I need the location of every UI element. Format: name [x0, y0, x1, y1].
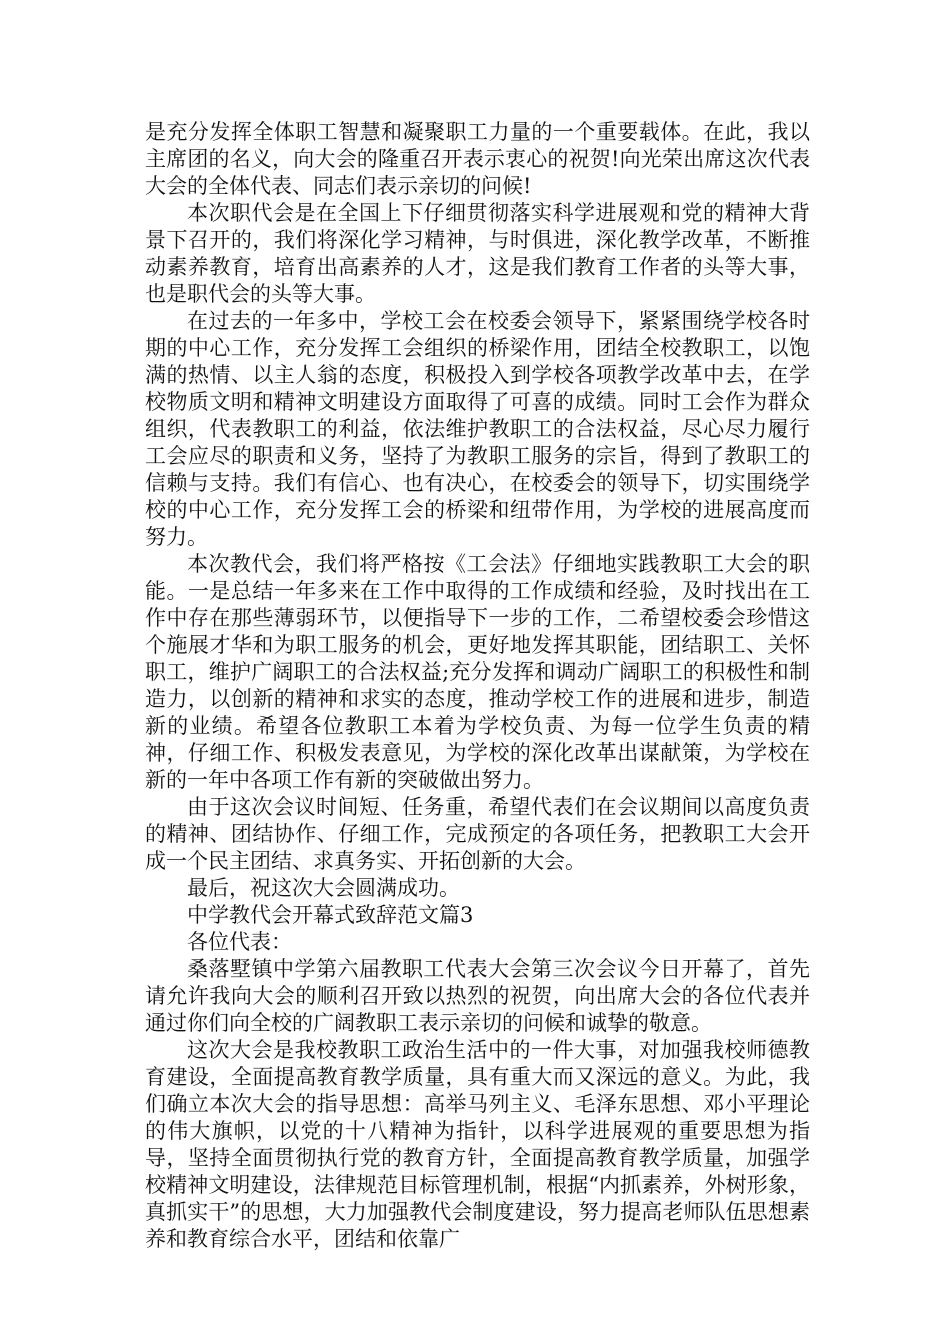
section-heading: 中学教代会开幕式致辞范文篇3: [187, 903, 474, 927]
paragraph: 这次大会是我校教职工政治生活中的一件大事，对加强我校师德教育建设，全面提高教育教学质量，具有重大而又深远的意义。为此，我们确立本次大会的指导思想：高举马列主义、毛泽东思想、邓小平理论的伟大旗帜，以党的十八精神为指针，以科学进展观的重要思想为指导，坚持全面贯彻执行党的教育方针，全面提高教育教学质量，加强学校精神文明建设，法律规范目标管理机制，根据“内抓素养，外树形象，真抓实干”的思想，大力加强教代会制度建设，努力提高老师队伍思想素养和教育综合水平，团结和依靠广: [145, 1038, 810, 1251]
paragraph: 是充分发挥全体职工智慧和凝聚职工力量的一个重要载体。在此，我以主席团的名义，向大会的隆重召开表示衷心的祝贺!向光荣出席这次代表大会的全体代表、同志们表示亲切的问候!: [145, 120, 810, 198]
document-body: [145, 119, 810, 1253]
paragraph: 在过去的一年多中，学校工会在校委会领导下，紧紧围绕学校各时期的中心工作，充分发挥工会组织的桥梁作用，团结全校教职工，以饱满的热情、以主人翁的态度，积极投入到学校各项教学改革中去，在学校物质文明和精神文明建设方面取得了可喜的成绩。同时工会作为群众组织，代表教职工的利益，依法维护教职工的合法权益，尽心尽力履行工会应尽的职责和义务，坚持了为教职工服务的宗旨，得到了教职工的信赖与支持。我们有信心、也有决心，在校委会的领导下，切实围绕学校的中心工作，充分发挥工会的桥梁和纽带作用，为学校的进展高度而努力。: [145, 309, 810, 549]
paragraph: 最后，祝这次大会圆满成功。: [187, 876, 460, 900]
paragraph: 桑落墅镇中学第六届教职工代表大会第三次会议今日开幕了，首先请允许我向大会的顺利召开致以热烈的祝贺，向出席大会的各位代表并通过你们向全校的广阔教职工表示亲切的问候和诚挚的敬意。: [145, 957, 810, 1035]
salutation: 各位代表：: [187, 930, 292, 954]
paragraph: 本次教代会，我们将严格按《工会法》仔细地实践教职工大会的职能。一是总结一年多来在工作中取得的工作成绩和经验，及时找出在工作中存在那些薄弱环节，以便指导下一步的工作，二希望校委会珍惜这个施展才华和为职工服务的机会，更好地发挥其职能，团结职工、关怀职工，维护广阔职工的合法权益;充分发挥和调动广阔职工的积极性和制造力，以创新的精神和求实的态度，推动学校工作的进展和进步，制造新的业绩。希望各位教职工本着为学校负责、为每一位学生负责的精神，仔细工作、积极发表意见，为学校的深化改革出谋献策，为学校在新的一年中各项工作有新的突破做出努力。: [145, 552, 810, 792]
paragraph: 本次职代会是在全国上下仔细贯彻落实科学进展观和党的精神大背景下召开的，我们将深化学习精神，与时俱进，深化教学改革，不断推动素养教育，培育出高素养的人才，这是我们教育工作者的头等大事，也是职代会的头等大事。: [145, 201, 810, 306]
paragraph: 由于这次会议时间短、任务重，希望代表们在会议期间以高度负责的精神、团结协作、仔细工作，完成预定的各项任务，把教职工大会开成一个民主团结、求真务实、开拓创新的大会。: [145, 795, 810, 873]
